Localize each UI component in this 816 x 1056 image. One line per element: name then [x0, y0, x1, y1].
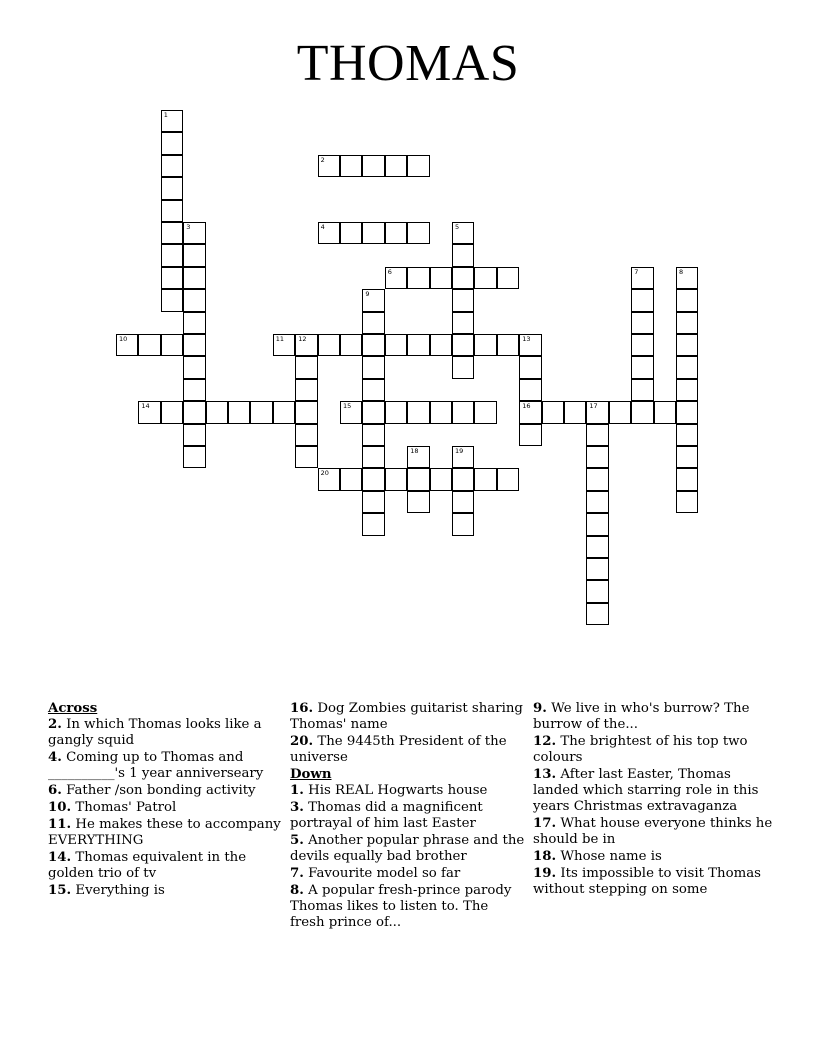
grid-cell[interactable] — [430, 468, 452, 490]
grid-cell[interactable] — [586, 603, 608, 625]
clue-text: Father /son bonding activity — [66, 783, 256, 798]
grid-cell[interactable] — [161, 244, 183, 266]
grid-cell[interactable] — [138, 334, 160, 356]
down-clue — [290, 883, 526, 931]
grid-cell[interactable] — [407, 267, 429, 289]
grid-cell[interactable] — [631, 379, 653, 401]
clue-text: After last Easter, Thomas landed which starring role in this years Christmas extravaganza — [533, 767, 759, 814]
grid-cell[interactable] — [161, 177, 183, 199]
grid-cell[interactable] — [183, 222, 205, 244]
across-clue — [48, 783, 284, 799]
grid-cell[interactable] — [362, 155, 384, 177]
clue-number-label: 7 — [634, 267, 639, 276]
grid-cell[interactable] — [318, 155, 340, 177]
grid-cell[interactable] — [362, 289, 384, 311]
clue-number-label: 8 — [679, 267, 684, 276]
grid-cell[interactable] — [161, 334, 183, 356]
grid-cell[interactable] — [519, 334, 541, 356]
grid-cell[interactable] — [452, 491, 474, 513]
grid-cell[interactable] — [362, 491, 384, 513]
clue-text: Thomas did a magnificent portrayal of him last Easter — [290, 800, 483, 831]
clue-number-label: 9 — [365, 290, 370, 299]
grid-cell[interactable] — [586, 468, 608, 490]
grid-cell[interactable] — [407, 222, 429, 244]
grid-cell[interactable] — [161, 289, 183, 311]
grid-cell[interactable] — [452, 267, 474, 289]
clue-number: 9. — [533, 701, 547, 716]
grid-cell[interactable] — [161, 200, 183, 222]
clue-number: 4. — [48, 750, 62, 765]
grid-cell[interactable] — [407, 446, 429, 468]
across-clue — [290, 701, 526, 733]
grid-cell[interactable] — [138, 401, 160, 423]
clue-number: 5. — [290, 833, 304, 848]
grid-cell[interactable] — [631, 289, 653, 311]
clue-number-label: 12 — [298, 335, 307, 343]
clues-column-2 — [290, 701, 526, 932]
grid-cell[interactable] — [474, 401, 496, 423]
grid-cell[interactable] — [676, 312, 698, 334]
grid-cell[interactable] — [542, 401, 564, 423]
grid-cell[interactable] — [564, 401, 586, 423]
grid-cell[interactable] — [631, 401, 653, 423]
grid-cell[interactable] — [161, 401, 183, 423]
grid-cell[interactable] — [676, 356, 698, 378]
grid-cell[interactable] — [273, 334, 295, 356]
grid-cell[interactable] — [452, 312, 474, 334]
grid-cell[interactable] — [362, 356, 384, 378]
grid-cell[interactable] — [407, 491, 429, 513]
clue-number-label: 13 — [522, 335, 531, 343]
grid-cell[interactable] — [519, 379, 541, 401]
grid-cell[interactable] — [183, 356, 205, 378]
grid-cell[interactable] — [183, 401, 205, 423]
grid-cell[interactable] — [452, 468, 474, 490]
grid-cell[interactable] — [631, 334, 653, 356]
grid-cell[interactable] — [385, 401, 407, 423]
clue-number-label: 11 — [275, 335, 285, 343]
grid-cell[interactable] — [407, 468, 429, 490]
across-clue — [48, 883, 284, 899]
grid-cell[interactable] — [161, 110, 183, 132]
down-clue — [533, 701, 773, 733]
grid-cell[interactable] — [676, 401, 698, 423]
grid-cell[interactable] — [631, 312, 653, 334]
grid-cell[interactable] — [385, 222, 407, 244]
clue-number: 14. — [48, 850, 72, 865]
grid-cell[interactable] — [676, 424, 698, 446]
grid-cell[interactable] — [385, 155, 407, 177]
puzzle-title: THOMAS — [296, 35, 520, 92]
grid-cell[interactable] — [295, 401, 317, 423]
clue-number-label: 15 — [343, 402, 352, 411]
clues-column-1 — [48, 701, 284, 900]
grid-cell[interactable] — [586, 513, 608, 535]
clue-number: 7. — [290, 866, 304, 881]
grid-cell[interactable] — [474, 267, 496, 289]
across-clue — [48, 717, 284, 749]
grid-cell[interactable] — [250, 401, 272, 423]
grid-cell[interactable] — [519, 401, 541, 423]
grid-cell[interactable] — [631, 267, 653, 289]
grid-cell[interactable] — [362, 222, 384, 244]
clue-text: We live in who's burrow? The burrow of the... — [533, 701, 750, 732]
grid-cell[interactable] — [631, 356, 653, 378]
clue-text: Dog Zombies guitarist sharing Thomas' name — [290, 701, 523, 732]
grid-cell[interactable] — [183, 446, 205, 468]
clue-text: Another popular phrase and the devils equally bad brother — [290, 833, 525, 864]
clue-number: 2. — [48, 717, 62, 732]
grid-cell[interactable] — [452, 289, 474, 311]
clue-text: Everything is — [75, 883, 165, 898]
grid-cell[interactable] — [385, 267, 407, 289]
grid-cell[interactable] — [161, 155, 183, 177]
across-clue — [48, 850, 284, 882]
grid-cell[interactable] — [362, 401, 384, 423]
grid-cell[interactable] — [676, 267, 698, 289]
clue-text: Its impossible to visit Thomas without stepping on some — [533, 866, 761, 897]
clue-number-label: 18 — [410, 447, 419, 455]
down-clue — [533, 849, 773, 865]
clue-text: Whose name is — [560, 849, 662, 864]
grid-cell[interactable] — [519, 356, 541, 378]
grid-cell[interactable] — [318, 334, 340, 356]
down-clue — [533, 816, 773, 848]
grid-cell[interactable] — [452, 356, 474, 378]
clue-number-label: 5 — [455, 223, 460, 231]
across-clue — [48, 800, 284, 816]
grid-cell[interactable] — [586, 580, 608, 602]
clue-number-label: 2 — [320, 155, 325, 164]
clue-number: 8. — [290, 883, 304, 898]
grid-cell[interactable] — [295, 356, 317, 378]
grid-cell[interactable] — [407, 401, 429, 423]
grid-cell[interactable] — [206, 401, 228, 423]
clue-number: 10. — [48, 800, 72, 815]
grid-cell[interactable] — [654, 401, 676, 423]
clue-number-label: 19 — [455, 447, 464, 455]
grid-cell[interactable] — [183, 334, 205, 356]
clue-number: 15. — [48, 883, 72, 898]
grid-cell[interactable] — [362, 468, 384, 490]
down-clue — [533, 734, 773, 766]
grid-cell[interactable] — [340, 222, 362, 244]
grid-cell[interactable] — [340, 334, 362, 356]
clue-text: He makes these to accompany EVERYTHING — [48, 817, 281, 848]
grid-cell[interactable] — [183, 312, 205, 334]
clue-number: 6. — [48, 783, 62, 798]
grid-cell[interactable] — [586, 401, 608, 423]
clue-number: 12. — [533, 734, 557, 749]
grid-cell[interactable] — [295, 334, 317, 356]
down-clue — [290, 833, 526, 865]
grid-cell[interactable] — [586, 536, 608, 558]
clue-number: 3. — [290, 800, 304, 815]
grid-cell[interactable] — [362, 513, 384, 535]
grid-cell[interactable] — [676, 379, 698, 401]
down-clue — [290, 800, 526, 832]
grid-cell[interactable] — [340, 468, 362, 490]
grid-cell[interactable] — [676, 334, 698, 356]
clue-number: 13. — [533, 767, 557, 782]
grid-cell[interactable] — [362, 424, 384, 446]
clue-text: The 9445th President of the universe — [290, 734, 507, 765]
down-heading: Down — [290, 767, 332, 782]
across-clue — [48, 817, 284, 849]
clue-number: 20. — [290, 734, 314, 749]
grid-cell[interactable] — [474, 334, 496, 356]
clue-text: A popular fresh-prince parody Thomas likes to listen to. The fresh prince of... — [290, 883, 512, 930]
clue-number: 17. — [533, 816, 557, 831]
grid-cell[interactable] — [452, 244, 474, 266]
grid-cell[interactable] — [474, 468, 496, 490]
grid-cell[interactable] — [676, 491, 698, 513]
clue-number-label: 16 — [522, 402, 531, 411]
grid-cell[interactable] — [228, 401, 250, 423]
clue-text: Thomas equivalent in the golden trio of tv — [48, 850, 247, 881]
grid-cell[interactable] — [183, 289, 205, 311]
grid-cell[interactable] — [452, 513, 474, 535]
clue-number-label: 17 — [589, 402, 598, 411]
clue-number: 1. — [290, 783, 304, 798]
grid-cell[interactable] — [497, 334, 519, 356]
grid-cell[interactable] — [161, 132, 183, 154]
grid-cell[interactable] — [407, 334, 429, 356]
grid-cell[interactable] — [340, 401, 362, 423]
across-heading: Across — [48, 701, 98, 716]
grid-cell[interactable] — [430, 401, 452, 423]
grid-cell[interactable] — [676, 468, 698, 490]
across-clue — [290, 734, 526, 766]
grid-cell[interactable] — [497, 468, 519, 490]
clue-number: 11. — [48, 817, 72, 832]
grid-cell[interactable] — [362, 446, 384, 468]
clue-text: Coming up to Thomas and __________'s 1 year anniverseary — [48, 750, 264, 781]
grid-cell[interactable] — [586, 446, 608, 468]
grid-cell[interactable] — [609, 401, 631, 423]
clue-text: His REAL Hogwarts house — [308, 783, 488, 798]
grid-cell[interactable] — [161, 222, 183, 244]
grid-cell[interactable] — [161, 267, 183, 289]
grid-cell[interactable] — [452, 401, 474, 423]
grid-cell[interactable] — [295, 424, 317, 446]
grid-cell[interactable] — [318, 468, 340, 490]
grid-cell[interactable] — [318, 222, 340, 244]
grid-cell[interactable] — [385, 334, 407, 356]
down-clue — [533, 866, 773, 898]
clue-number: 18. — [533, 849, 557, 864]
grid-cell[interactable] — [676, 446, 698, 468]
down-clue — [533, 767, 773, 815]
grid-cell[interactable] — [362, 379, 384, 401]
grid-cell[interactable] — [452, 222, 474, 244]
clue-number-label: 20 — [320, 469, 329, 478]
grid-cell[interactable] — [273, 401, 295, 423]
grid-cell[interactable] — [183, 267, 205, 289]
grid-cell[interactable] — [362, 312, 384, 334]
grid-cell[interactable] — [385, 468, 407, 490]
clue-number-label: 14 — [141, 402, 150, 411]
clue-number-label: 6 — [387, 267, 392, 276]
grid-cell[interactable] — [519, 424, 541, 446]
clue-text: The brightest of his top two colours — [533, 734, 748, 765]
grid-cell[interactable] — [183, 424, 205, 446]
clue-text: Thomas' Patrol — [75, 800, 177, 815]
grid-cell[interactable] — [295, 379, 317, 401]
clue-number: 16. — [290, 701, 314, 716]
down-clue — [290, 783, 526, 799]
grid-cell[interactable] — [497, 267, 519, 289]
grid-cell[interactable] — [586, 491, 608, 513]
clue-number-label: 3 — [186, 223, 191, 231]
grid-cell[interactable] — [183, 244, 205, 266]
clue-text: In which Thomas looks like a gangly squid — [48, 717, 262, 748]
grid-cell[interactable] — [452, 446, 474, 468]
grid-cell[interactable] — [340, 155, 362, 177]
grid-cell[interactable] — [183, 379, 205, 401]
grid-cell[interactable] — [362, 334, 384, 356]
grid-cell[interactable] — [430, 334, 452, 356]
grid-cell[interactable] — [586, 558, 608, 580]
clues-column-3 — [533, 701, 773, 899]
grid-cell[interactable] — [407, 155, 429, 177]
grid-cell[interactable] — [676, 289, 698, 311]
across-clue — [48, 750, 284, 782]
grid-cell[interactable] — [295, 446, 317, 468]
clue-text: What house everyone thinks he should be in — [533, 816, 773, 847]
grid-cell[interactable] — [452, 334, 474, 356]
clue-number-label: 10 — [119, 335, 128, 343]
down-clue — [290, 866, 526, 882]
clue-number: 19. — [533, 866, 557, 881]
clue-number-label: 1 — [163, 111, 168, 119]
grid-cell[interactable] — [116, 334, 138, 356]
clue-number-label: 4 — [320, 223, 325, 231]
grid-cell[interactable] — [430, 267, 452, 289]
clue-text: Favourite model so far — [308, 866, 461, 881]
grid-cell[interactable] — [586, 424, 608, 446]
